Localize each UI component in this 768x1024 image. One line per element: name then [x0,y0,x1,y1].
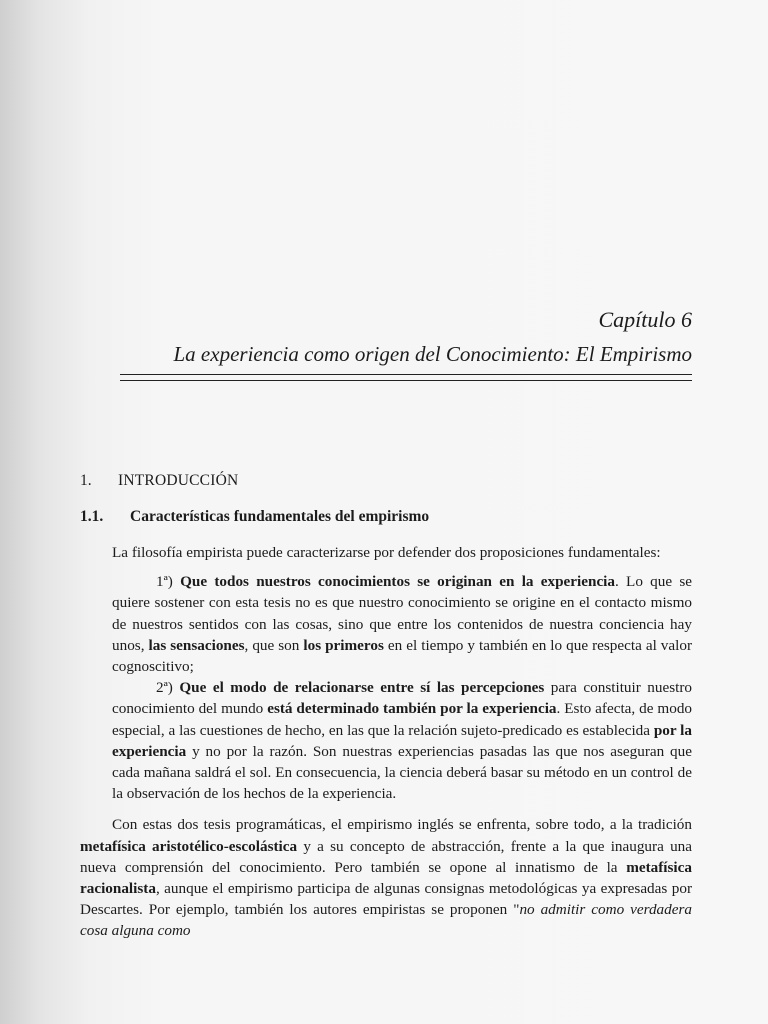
closing-quote: no admitir como verdadera cosa alguna como [80,901,692,940]
intro-paragraph: La filosofía empirista puede caracterizarse por defender dos proposiciones fundamentales: [112,544,661,561]
section-number: 1. [80,472,92,489]
proposition-1-bold-term: los primeros [303,636,384,654]
proposition-2 [112,677,692,804]
proposition-2-marker: 2ª) [156,679,173,697]
chapter-rule-top [120,374,692,375]
subsection-number: 1.1. [80,508,104,525]
closing-bold-term: metafísica racionalista [80,858,692,898]
section-label: INTRODUCCIÓN [118,472,239,489]
proposition-2-text: para constituir nuestro conocimiento del mundo [112,679,692,718]
chapter-rule-bottom [120,380,692,381]
proposition-2-text: . Esto afecta, de modo especial, a las cuestiones de hecho, en las que la relación sujeto-predicado es establecida [112,700,693,739]
proposition-1-bold-term: las sensaciones [148,636,245,654]
proposition-1-text: . Lo que se quiere sostener con esta tesis no es que nuestro conocimiento se origine en el contacto mismo de nuestros sentidos con las cosas, sino que entre los contenidos de nuestra conciencia hay unos, [112,573,693,654]
chapter-heading [120,306,692,381]
section-heading-1 [80,471,692,491]
proposition-1-marker: 1ª) [156,573,173,591]
proposition-2-bold-term: por la experiencia [112,721,692,760]
body-text [80,542,692,942]
closing-paragraph [80,814,692,941]
closing-text: y a su concepto de abstracción, frente a la que inaugura una nueva comprensión del conocimiento. Pero también se opone al innatismo de la [80,837,692,876]
chapter-number: Capítulo 6 [598,307,692,332]
subsection-heading-1-1 [80,507,692,527]
closing-bold-term: metafísica aristotélico-escolástica [80,837,298,855]
closing-text: Con estas dos tesis programáticas, el empirismo inglés se enfrenta, sobre todo, a la tradición [112,816,692,834]
proposition-1 [112,571,692,677]
proposition-2-statement: Que el modo de relacionarse entre sí las percepciones [179,679,545,697]
subsection-label: Características fundamentales del empirismo [130,508,430,525]
closing-text: , aunque el empirismo participa de algunas consignas metodológicas ya expresadas por Descartes. Por ejemplo, también los autores empiristas se proponen " [80,880,692,919]
proposition-1-text: en el tiempo y también en lo que respecta al valor cognoscitivo; [112,636,693,676]
proposition-1-statement: Que todos nuestros conocimientos se originan en la experiencia [180,573,615,591]
propositions-list [80,571,692,804]
proposition-2-text: y no por la razón. Son nuestras experiencias pasadas las que nos aseguran que cada mañana saldrá el sol. En consecuencia, la ciencia deberá basar su método en un control de la observación de los hechos de la experiencia. [112,742,692,803]
proposition-2-bold-term: está determinado también por la experiencia [267,700,557,718]
chapter-title: La experiencia como origen del Conocimiento: El Empirismo [173,342,692,366]
proposition-1-text: , que son [244,636,304,654]
